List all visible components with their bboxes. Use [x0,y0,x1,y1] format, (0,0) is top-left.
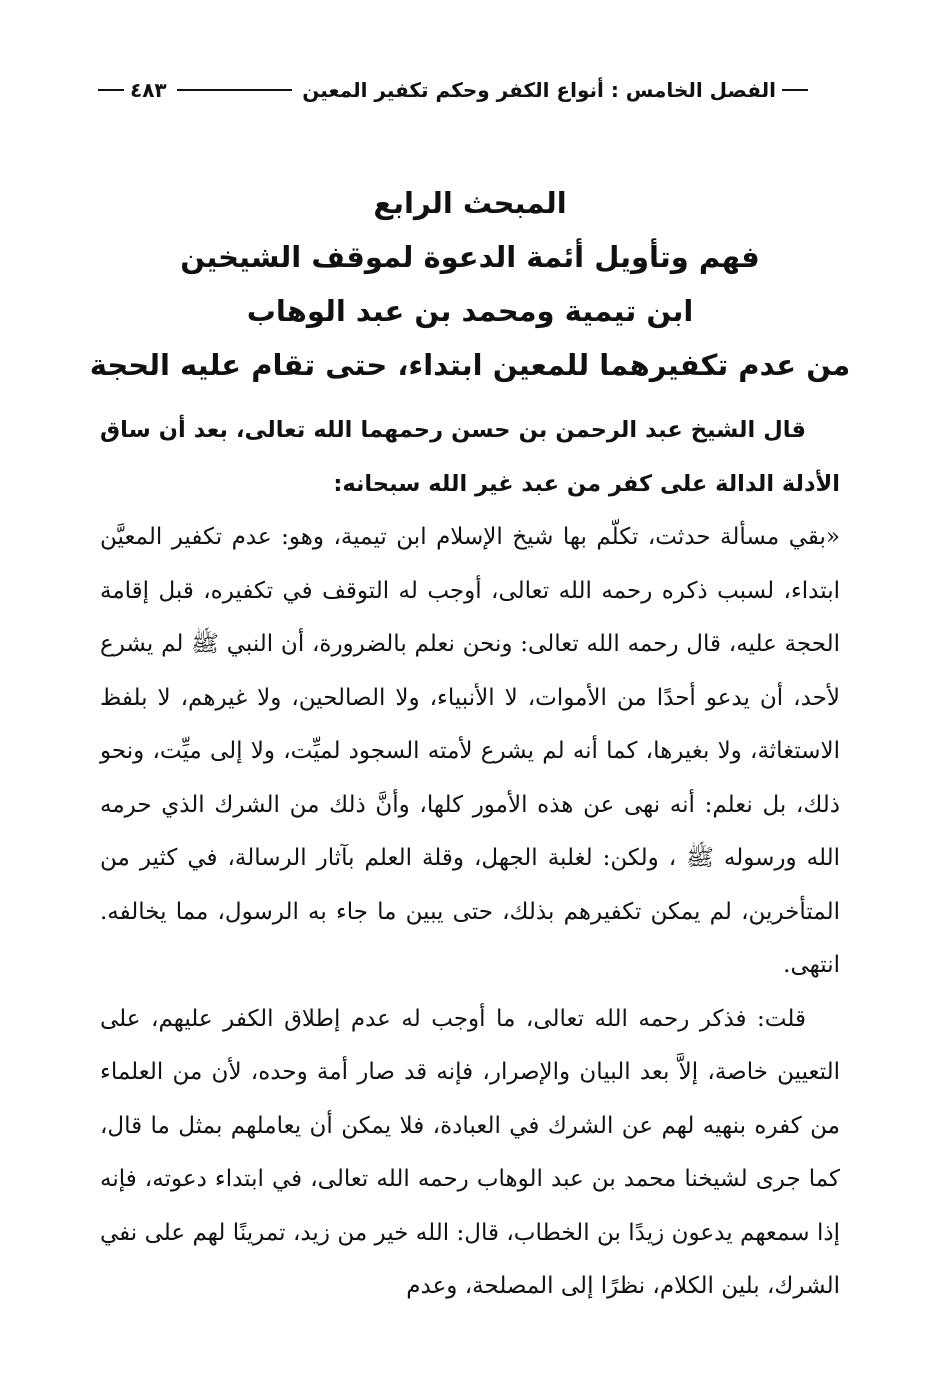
section-number-title: المبحث الرابع [373,186,567,220]
header-dash-left [98,89,124,91]
comment-paragraph: قلت: فذكر رحمه الله تعالى، ما أوجب له عدم إطلاق الكفر عليهم، على التعيين خاصة، إلاَّ بعد البيان والإصرار، فإنه قد صار أمة وحده، لأن من العلماء من كفره بنهيه لهم عن الشرك في العبادة، فلا يمكن أن يعاملهم بمثل ما قال، كما جرى لشيخنا محمد بن عبد الوهاب رحمه الله تعالى، في ابتداء دعوته، فإنه إذا سمعهم يدعون زيدًا بن الخطاب، قال: الله خير من زيد، تمرينًا لهم على نفي الشرك، بلين الكلام، نظرًا إلى المصلحة، وعدم [100,1005,840,1299]
section-title-line-1: فهم وتأويل أئمة الدعوة لموقف الشيخين [180,240,760,274]
intro-paragraph: قال الشيخ عبد الرحمن بن حسن رحمهما الله تعالى، بعد أن ساق الأدلة الدالة على كفر من عبد غير الله سبحانه: [100,417,840,497]
section-title-line-2: ابن تيمية ومحمد بن عبد الوهاب [246,294,694,328]
header-dash-right [782,89,808,91]
section-heading [80,176,860,392]
quote-paragraph: «بقي مسألة حدثت، تكلّم بها شيخ الإسلام ابن تيمية، وهو: عدم تكفير المعيَّن ابتداء، لسبب ذكره رحمه الله تعالى، أوجب له التوقف في تكفيره، قبل إقامة الحجة عليه، قال رحمه الله تعالى: ونحن نعلم بالضرورة، أن النبي ﷺ لم يشرع لأحد، أن يدعو أحدًا من الأموات، لا الأنبياء، ولا الصالحين، ولا غيرهم، لا بلفظ الاستغاثة، ولا بغيرها، كما أنه لم يشرع لأمته السجود لميِّت، ولا إلى ميِّت، ونحو ذلك، بل نعلم: أنه نهى عن هذه الأمور كلها، وأنَّ ذلك من الشرك الذي حرمه الله ورسوله ﷺ ، ولكن: لغلبة الجهل، وقلة العلم بآثار الرسالة، في كثير من المتأخرين، لم يمكن تكفيرهم بذلك، حتى يبين ما جاء به الرسول، مما يخالفه. انتهى. [100,524,840,978]
header-rule [177,89,293,91]
body-text [100,404,840,1314]
chapter-title: الفصل الخامس : أنواع الكفر وحكم تكفير المعين [302,78,776,102]
page-number: ٤٨٣ [130,78,167,102]
running-header [92,70,814,110]
section-title-line-3: من عدم تكفيرهما للمعين ابتداء، حتى تقام عليه الحجة [89,348,851,382]
